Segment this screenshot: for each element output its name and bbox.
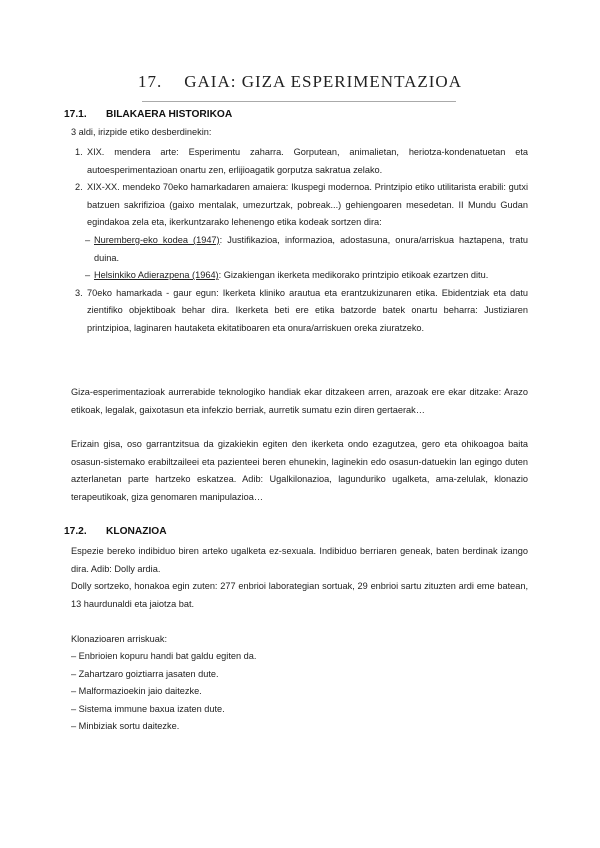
risk-item: – Zahartzaro goiztiarra jasaten dute. xyxy=(71,668,219,679)
list-item-text: XIX-XX. mendeko 70eko hamarkadaren amaiera: Ikuspegi modernoa. Printzipio etiko utilitarista erabili: gutxi batzuen sakrifizioa (gaixo mentalak, umezurtzak, pobreak...) gehiengoaren mesedetan. II Mundu Gudan egindakoa zela eta, ikerkuntzarako lehenengo etika kodeak sortzen dira: xyxy=(87,182,528,228)
section-number: 17.2. xyxy=(64,526,87,537)
section-title: BILAKAERA HISTORIKOA xyxy=(106,109,233,120)
paragraph-nurse-role xyxy=(71,436,528,506)
list-item xyxy=(71,285,528,338)
paragraph-text: Espezie bereko indibiduo biren arteko ugalketa ez-sexuala. Indibiduo berriaren geneak, baten berdinak izango dira. Adib: Dolly ardia. xyxy=(71,546,528,574)
nuremberg-code-link[interactable]: Nuremberg-eko kodea (1947) xyxy=(94,234,220,245)
chapter-title: GAIA: GIZA ESPERIMENTAZIOA xyxy=(184,72,462,91)
list-marker: 3. xyxy=(75,287,83,298)
list-item xyxy=(71,179,528,285)
paragraph-text: Erizain gisa, oso garrantzitsua da gizakiekin egiten den ikerketa ondo ezagutzea, gero eta ohikoagoa baita osasun-sistemako erabiltzaileei eta pazienteei beren ehunekin, laginekin edo osasun-datuekin lan egingo duten azterlanetan parte hartzeko eskatzea. Adib: Ugalkilonazioa, lagunduriko ugalketa, ama-zelulak, klonazio terapeutikoak, giza genomaren manipulazioa… xyxy=(71,439,528,502)
paragraph-text: Dolly sortzeko, honakoa egin zuten: 277 enbrioi laborategian sortuak, 29 enbrioi sartu zituzten ardi eme batean, 13 haurdunaldi eta jaiotza bat. xyxy=(71,581,528,609)
title-divider xyxy=(142,101,456,102)
risk-item: – Sistema immune baxua izaten dute. xyxy=(71,703,225,714)
paragraph-cloning-definition xyxy=(71,543,528,613)
sub-item-dash: – xyxy=(85,270,91,281)
risk-item: – Malformazioekin jaio daitezke. xyxy=(71,686,202,697)
historical-periods-list xyxy=(71,144,528,338)
helsinki-declaration-link[interactable]: Helsinkiko Adierazpena (1964) xyxy=(94,270,219,281)
paragraph-risks-of-experimentation xyxy=(71,384,528,419)
list-marker: 1. xyxy=(75,147,83,157)
sub-item xyxy=(87,232,528,267)
sub-item-text: : Justifikazioa, informazioa, adostasuna, onura/arriskua haztapena, tratu duina. xyxy=(94,234,528,263)
risk-item: – Minbiziak sortu daitezke. xyxy=(71,721,180,732)
section-title: KLONAZIOA xyxy=(106,526,167,537)
list-marker: 2. xyxy=(75,182,83,193)
list-item-text: 70eko hamarkada - gaur egun: Ikerketa kliniko arautua eta erantzukizunaren etika. Ebidentziak eta datu zientifiko objektiboak behar dira. Ikerketa beti ere etika batzorde batek onartu beharra: Justiziaren printzipioa, laginaren hautaketa ekitatiboaren eta onura/arriskuen oreka ziuratzeko. xyxy=(87,287,528,333)
section-intro: 3 aldi, irizpide etiko desberdinekin: xyxy=(71,127,212,137)
sub-item-dash: – xyxy=(85,234,91,245)
paragraph-text: Giza-esperimentazioak aurrerabide teknologiko handiak ekar ditzakeen arren, arazoak ere ekar ditzake: Arazo etikoak, legalak, gaixotasun eta infekzio berriak, aurretik sumatu ezin diren gertaerak… xyxy=(71,387,528,415)
risk-item: – Enbrioien kopuru handi bat galdu egiten da. xyxy=(71,651,257,662)
chapter-number: 17. xyxy=(138,72,163,91)
sub-item-text: : Gizakiengan ikerketa medikorako printzipio etikoak ezartzen ditu. xyxy=(218,270,489,281)
section-heading-cloning xyxy=(64,526,167,537)
section-heading-historical xyxy=(64,109,232,120)
cloning-risks-list xyxy=(71,631,528,735)
page-title xyxy=(0,72,600,92)
list-item-text: XIX. mendera arte: Esperimentu zaharra. Gorputean, animalietan, heriotza-kondenatuetan eta autoesperimentazioan onartu zen, erlijioagatik gorputza sakratua zelako. xyxy=(87,147,528,175)
section-number: 17.1. xyxy=(64,109,87,120)
sub-item xyxy=(87,267,528,285)
list-item xyxy=(71,144,528,179)
risks-heading: Klonazioaren arriskuak: xyxy=(71,634,168,644)
